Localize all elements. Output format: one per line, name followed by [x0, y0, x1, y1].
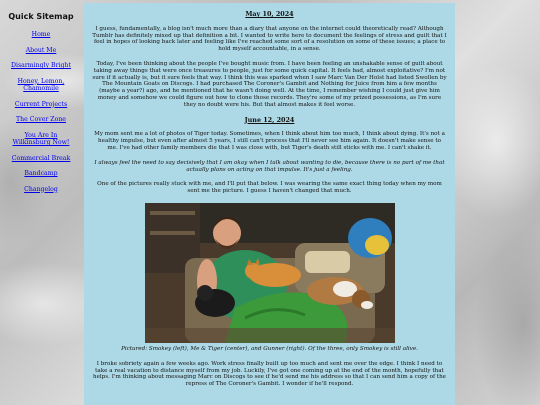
entry-paragraph: One of the pictures really stuck with me, and I'll put that below. I was wearing the same exact thing today when my mom sent me the picture. I guess I haven't changed that much.	[97, 181, 442, 195]
blog-content	[84, 3, 455, 405]
entry-date: June 12, 2024	[244, 115, 295, 124]
photo-caption: Pictured: Smokey (left), Me & Tiger (center), and Gunner (right). Of the three, only Smokey is still alive.	[121, 345, 418, 352]
sidebar-link-cover-zone[interactable]: The Cover Zone	[16, 116, 66, 123]
sidebar-link-disarmingly-bright[interactable]: Disarmingly Bright	[11, 62, 71, 69]
sidebar-link-current-projects[interactable]: Current Projects	[14, 100, 68, 108]
entry-italic-note: I always feel the need to say decisively that I am okay when I talk about wanting to die, because there is no part of me that actually plans on acting on that impulse. It's just a feeling.	[94, 159, 445, 173]
entry-paragraph: I guess, fundamentally, a blog isn't much more than a diary that anyone on the internet could theoretically read? Although Tumblr has definitely mixed up that definition a bit. I wanted to write here to document the feelings of stress and guilt that I feel in hopes of looking back later and feeling like I've reached some sort of a resolution on some of these issues; a place to hold myself accountable, in a sense.	[92, 25, 447, 53]
entry-paragraph: I broke sobriety again a few weeks ago. Work stress finally built up too much and sent me over the edge. I think I need to take a real vacation to distance myself from my job. Luckily, I've got one coming up at the end of the month, hopefully that helps. I'm thinking about messaging Marc on Discogs to see if he'd send me his address so that I can send him a copy of the repress of The Coroner's Gambit. I wonder if he'll respond.	[92, 360, 446, 388]
sidebar-link-bandcamp[interactable]: Bandcamp	[24, 170, 58, 177]
sidebar-link-home[interactable]: Home	[31, 31, 51, 38]
sidebar-link-about-me[interactable]: About Me	[25, 46, 57, 54]
entry-date: May 10, 2024	[245, 10, 294, 18]
sidebar-link-changelog[interactable]: Changelog	[24, 185, 58, 193]
sidebar-link-honey-lemon-chamomile[interactable]: Honey, Lemon, Chamomile	[17, 77, 65, 92]
blog-entry-may-10	[92, 11, 447, 109]
entry-paragraph: Today, I've been thinking about the people I've bought music from. I have been feeling an unshakable sense of guilt about taking away things that were once treasures to people, just for some quick capital. It feels bad, almost exploitative? I'm not sure if it actually is, but it sure feels that way. I think this was sparked when I saw Marc Van Der Holst had listed Swollen by The Mountain Goats on Discogs. I had purchased The Coroner's Gambit and Nothing for Juice from him a few months (maybe a year?) ago, and he mentioned that he wasn't doing well. At the time, I remember wishing I could just give him money and somehow we could figure out how to clone those records. They're some of my prized possessions, as I'm sure they no doubt were his. But that almost makes it feel worse.	[92, 60, 447, 108]
blog-entry-june-12	[92, 117, 447, 388]
family-pets-photo	[145, 203, 395, 343]
sidebar-link-commercial-break[interactable]: Commercial Break	[11, 154, 71, 162]
entry-paragraph: My mom sent me a lot of photos of Tiger today. Sometimes, when I think about him too much, I think about dying. It's not a healthy impulse, but even after almost 5 years, I still can't process that I'll never see him again. It doesn't make sense to me. I've had other family members die that I was close with, but Tiger's death still sticks with me. I can't shake it.	[94, 131, 445, 151]
sitemap-title: Quick Sitemap	[8, 12, 74, 21]
sidebar-link-wilkinsburg[interactable]: You Are In Wilkinsburg Now!	[12, 131, 70, 146]
sitemap-sidebar	[0, 8, 82, 201]
